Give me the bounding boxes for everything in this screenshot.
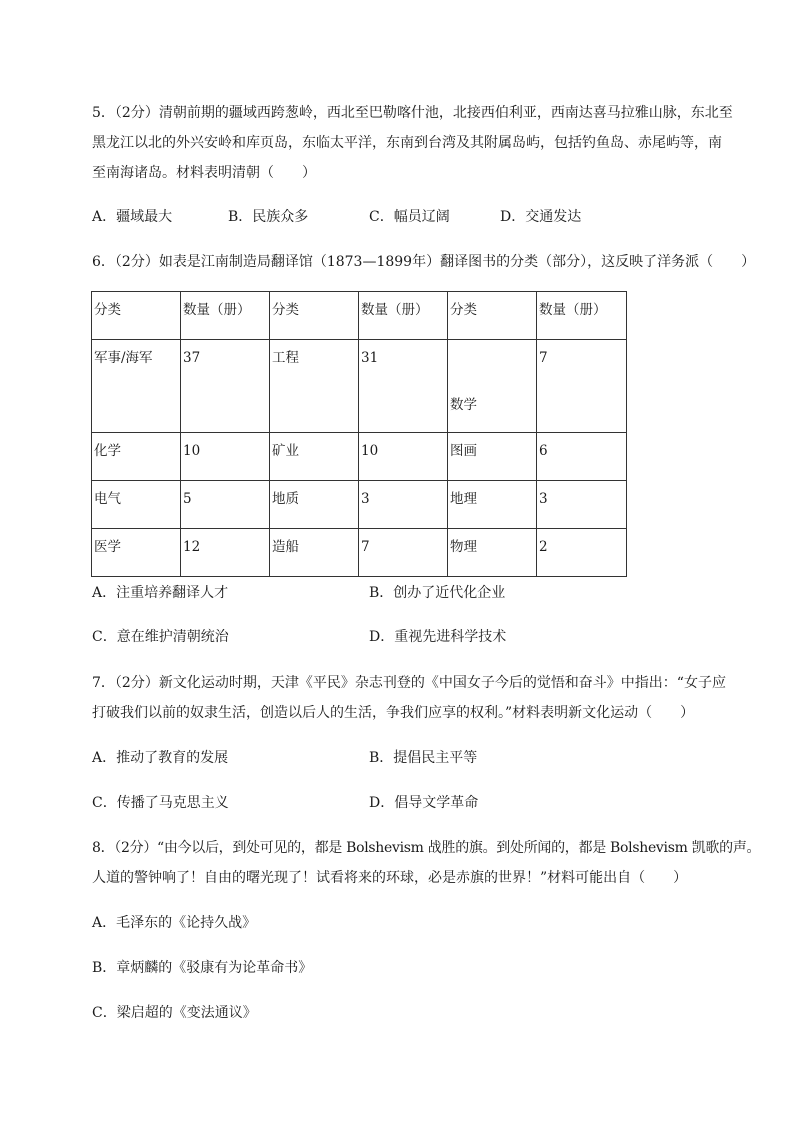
table-row <box>92 481 627 529</box>
table-row <box>92 340 627 433</box>
table-cell: 地质 <box>270 481 359 529</box>
table-cell: 3 <box>359 481 448 529</box>
question-7-option-b[interactable]: B．提倡民主平等 <box>369 750 478 766</box>
table-cell <box>448 340 537 433</box>
table-cell: 3 <box>537 481 627 529</box>
table-header-cell: 分类 <box>448 292 537 340</box>
table-cell: 化学 <box>92 433 181 481</box>
question-6-option-d[interactable]: D．重视先进科学技术 <box>369 629 507 645</box>
table-cell: 电气 <box>92 481 181 529</box>
question-8-option-c[interactable]: C．梁启超的《变法通议》 <box>92 1005 257 1021</box>
translation-category-table <box>91 291 627 577</box>
question-5-line-1: 5．（2分）清朝前期的疆域西跨葱岭，西北至巴勒喀什池，北接西伯利亚，西南达喜马拉雅山脉，东北至 <box>92 105 733 121</box>
table-header-cell: 分类 <box>92 292 181 340</box>
question-6-stem: 6．（2分）如表是江南制造局翻译馆（1873—1899年）翻译图书的分类（部分），这反映了洋务派（ ） <box>92 254 756 270</box>
table-cell: 10 <box>181 433 270 481</box>
question-5-line-3: 至南海诸岛。材料表明清朝（ ） <box>92 165 316 181</box>
question-6-option-b[interactable]: B．创办了近代化企业 <box>369 585 506 601</box>
table-header-row <box>92 292 627 340</box>
table-cell: 12 <box>181 529 270 577</box>
table-cell: 矿业 <box>270 433 359 481</box>
question-7-option-a[interactable]: A．推动了教育的发展 <box>92 750 229 766</box>
table-cell: 7 <box>359 529 448 577</box>
question-7-line-2: 打破我们以前的奴隶生活，创造以后人的生活，争我们应享的权利。”材料表明新文化运动（ ） <box>92 705 695 721</box>
table-cell: 医学 <box>92 529 181 577</box>
table-header-cell: 数量（册） <box>359 292 448 340</box>
table-header-cell: 数量（册） <box>537 292 627 340</box>
table-cell: 5 <box>181 481 270 529</box>
table-cell: 31 <box>359 340 448 433</box>
question-5-option-d[interactable]: D．交通发达 <box>500 209 582 225</box>
table-cell: 37 <box>181 340 270 433</box>
table-cell: 7 <box>537 340 627 433</box>
table-cell: 6 <box>537 433 627 481</box>
question-7-option-c[interactable]: C．传播了马克思主义 <box>92 795 229 811</box>
table-cell: 地理 <box>448 481 537 529</box>
table-cell: 10 <box>359 433 448 481</box>
question-5-option-b[interactable]: B．民族众多 <box>228 209 309 225</box>
question-8-line-2: 人道的警钟响了！自由的曙光现了！试看将来的环球，必是赤旗的世界！”材料可能出自（ ） <box>92 870 688 886</box>
question-7-option-d[interactable]: D．倡导文学革命 <box>369 795 479 811</box>
table-cell-text: 数学 <box>450 397 477 413</box>
table-cell: 2 <box>537 529 627 577</box>
question-8-option-a[interactable]: A．毛泽东的《论持久战》 <box>92 915 257 931</box>
table-cell: 图画 <box>448 433 537 481</box>
table-cell: 造船 <box>270 529 359 577</box>
table-row <box>92 433 627 481</box>
table-header-cell: 分类 <box>270 292 359 340</box>
table-row <box>92 529 627 577</box>
question-8-line-1: 8．（2分）“由今以后，到处可见的，都是 Bolshevism 战胜的旗。到处所闻的，都是 Bolshevism 凯歌的声。 <box>92 840 761 856</box>
question-5-option-a[interactable]: A．疆域最大 <box>92 209 173 225</box>
table-header-cell: 数量（册） <box>181 292 270 340</box>
table-cell: 军事/海军 <box>92 340 181 433</box>
table-cell: 物理 <box>448 529 537 577</box>
question-5-line-2: 黑龙江以北的外兴安岭和库页岛，东临太平洋，东南到台湾及其附属岛屿，包括钓鱼岛、赤尾屿等，南 <box>92 135 722 151</box>
question-8-option-b[interactable]: B．章炳麟的《驳康有为论革命书》 <box>92 960 313 976</box>
question-6-option-c[interactable]: C．意在维护清朝统治 <box>92 629 229 645</box>
table-cell: 工程 <box>270 340 359 433</box>
question-5-option-c[interactable]: C．幅员辽阔 <box>369 209 450 225</box>
question-7-line-1: 7．（2分）新文化运动时期，天津《平民》杂志刊登的《中国女子今后的觉悟和奋斗》中指出：“女子应 <box>92 675 726 691</box>
question-6-option-a[interactable]: A．注重培养翻译人才 <box>92 585 229 601</box>
